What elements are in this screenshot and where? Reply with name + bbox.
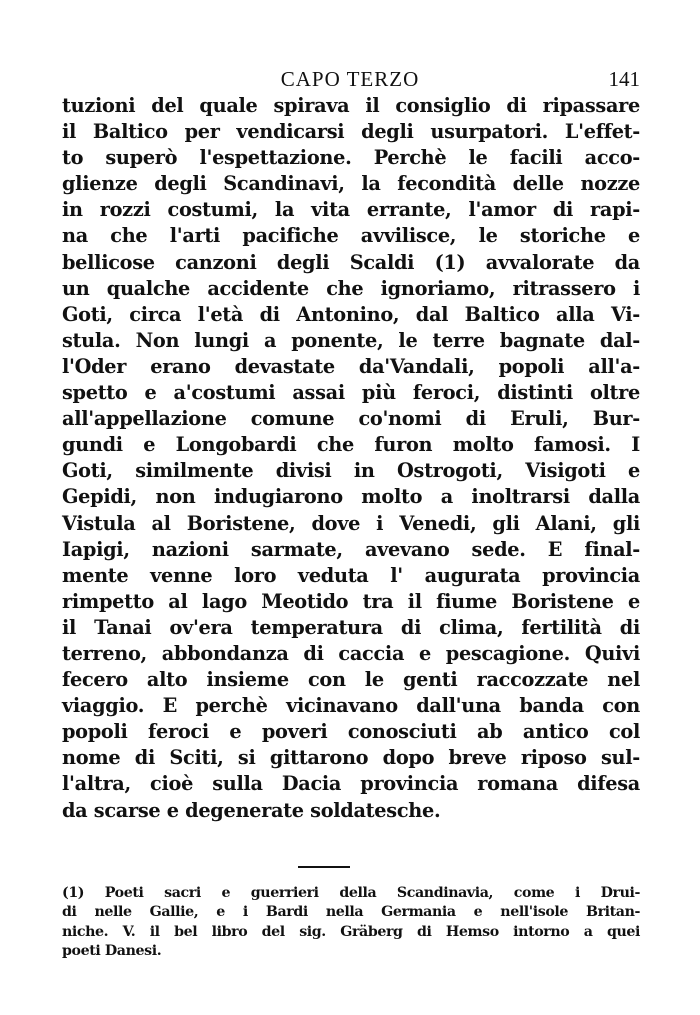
text-line: terreno, abbondanza di caccia e pescagione. Quivi <box>62 641 640 665</box>
main-text <box>62 93 640 824</box>
text-line: bellicose canzoni degli Scaldi (1) avvalorate da <box>62 250 640 274</box>
text-line: viaggio. E perchè vicinavano dall'una banda con <box>62 694 640 718</box>
text-line: in rozzi costumi, la vita errante, l'amor di rapi- <box>62 198 640 222</box>
text-line: il Baltico per vendicarsi degli usurpatori. L'effet- <box>62 120 640 144</box>
footnote-line: (1) Poeti sacri e guerrieri della Scandinavia, come i Drui- <box>62 885 640 901</box>
text-line: Vistula al Boristene, dove i Venedi, gli Alani, gli <box>62 511 640 535</box>
text-line: spetto e a'costumi assai più feroci, distinti oltre <box>62 381 640 405</box>
text-line: fecero alto insieme con le genti raccozzate nel <box>62 668 640 692</box>
text-line: popoli feroci e poveri conosciuti ab antico col <box>62 720 640 744</box>
text-line: Goti, circa l'età di Antonino, dal Baltico alla Vi- <box>62 302 640 326</box>
footnote-separator <box>298 866 350 868</box>
text-line: rimpetto al lago Meotido tra il fiume Boristene e <box>62 589 640 613</box>
text-line: Goti, similmente divisi in Ostrogoti, Visigoti e <box>62 459 640 483</box>
page-number: 141 <box>608 67 640 91</box>
text-line: nome di Sciti, si gittarono dopo breve riposo sul- <box>62 746 640 770</box>
text-line: to superò l'espettazione. Perchè le facili acco- <box>62 146 640 170</box>
text-line: da scarse e degenerate soldatesche. <box>62 798 441 822</box>
footnote-line: di nelle Gallie, e i Bardi nella Germania e nell'isole Britan- <box>62 904 640 921</box>
text-line: mente venne loro veduta l' augurata provincia <box>62 563 640 587</box>
text-line: Gepidi, non indugiarono molto a inoltrarsi dalla <box>62 485 640 509</box>
footnote-line: poeti Danesi. <box>62 942 162 959</box>
text-line: gundi e Longobardi che furon molto famosi. I <box>62 433 640 457</box>
text-line: l'altra, cioè sulla Dacia provincia romana difesa <box>62 772 640 796</box>
text-line: Iapigi, nazioni sarmate, avevano sede. E final- <box>62 537 640 561</box>
text-line: all'appellazione comune co'nomi di Eruli, Bur- <box>62 407 640 431</box>
text-line: l'Oder erano devastate da'Vandali, popoli all'a- <box>62 354 640 378</box>
running-head <box>60 64 640 94</box>
text-line: un qualche accidente che ignoriamo, ritrassero i <box>62 276 640 300</box>
footnote-line: niche. V. il bel libro del sig. Gräberg di Hemso intorno a quei <box>62 923 640 940</box>
footnote <box>62 884 640 961</box>
chapter-title: CAPO TERZO <box>280 67 420 91</box>
text-line: tuzioni del quale spirava il consiglio di ripassare <box>62 94 640 117</box>
text-line: il Tanai ov'era temperatura di clima, fertilità di <box>62 615 640 639</box>
text-line: glienze degli Scandinavi, la fecondità delle nozze <box>62 172 640 196</box>
text-line: stula. Non lungi a ponente, le terre bagnate dal- <box>62 328 640 352</box>
text-line: na che l'arti pacifiche avvilisce, le storiche e <box>62 224 640 248</box>
